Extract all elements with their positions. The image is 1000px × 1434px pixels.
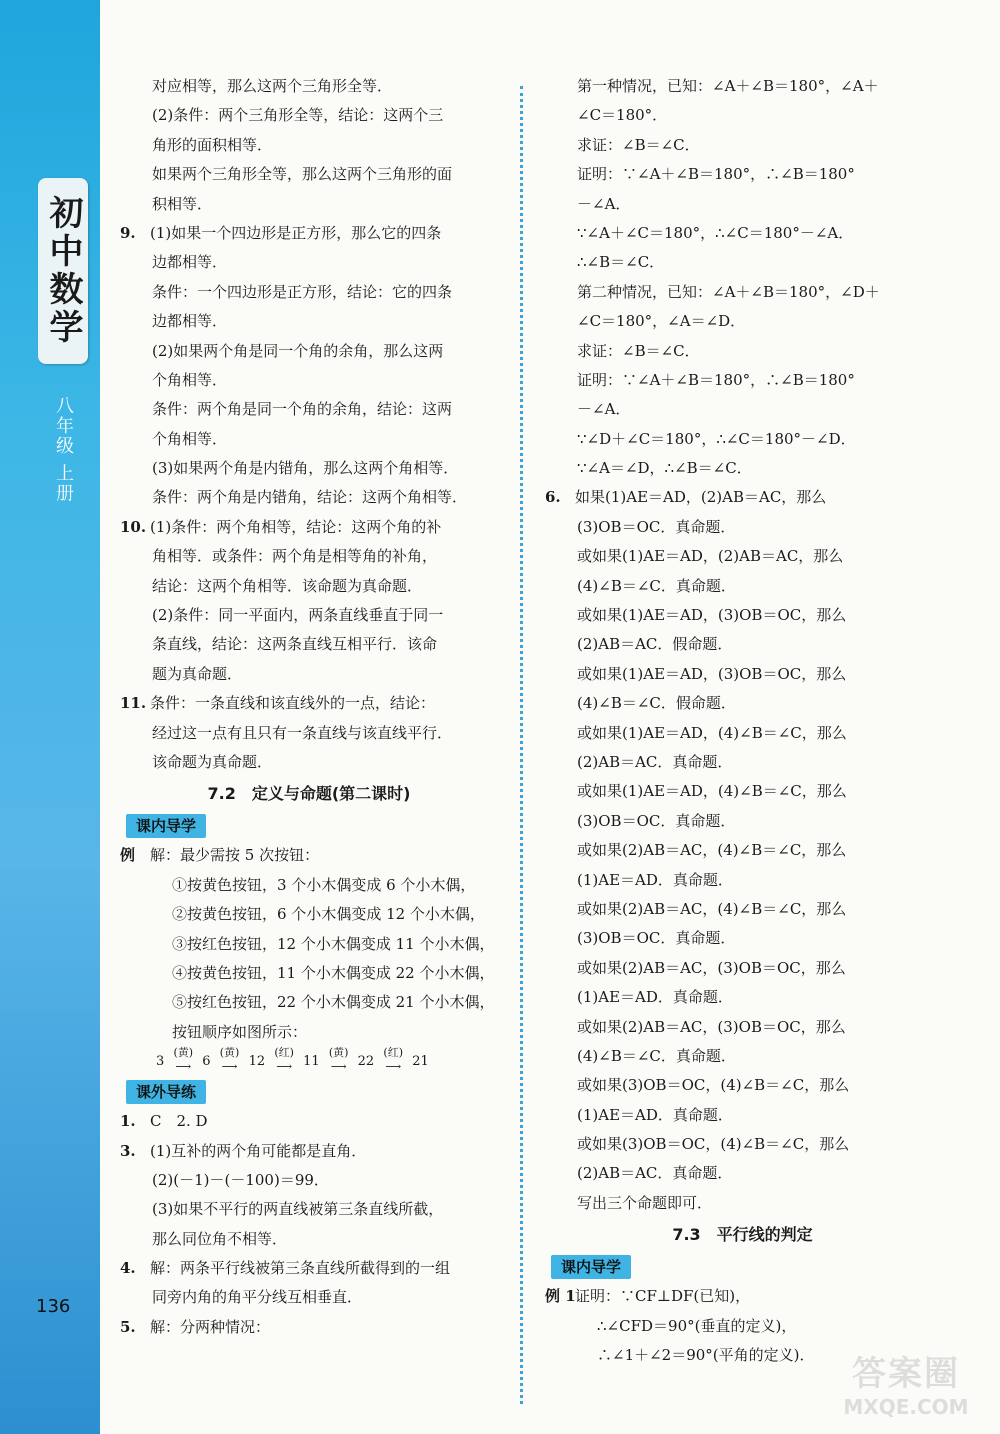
label-after-class: 课外导练: [126, 1080, 206, 1104]
flow-number: 11: [303, 1054, 320, 1070]
right-top-line: [545, 278, 940, 307]
line-text: 或如果(1)AE＝AD，(3)OB＝OC，那么: [577, 606, 847, 625]
line-text: ∵∠A＝∠D，∴∠B＝∠C．: [577, 459, 752, 478]
right-top-line: [545, 190, 940, 219]
right-top-line: [545, 160, 940, 189]
line-text: 或如果(2)AB＝AC，(4)∠B＝∠C，那么: [577, 899, 847, 918]
left-top-line: [120, 278, 498, 307]
line-text: 同旁内角的角平分线互相垂直．: [152, 1288, 363, 1307]
example-line: [120, 959, 498, 988]
right-top-line: [545, 101, 940, 130]
right-top-line: [545, 836, 940, 865]
watermark-logo: [826, 1346, 986, 1426]
left-top-line: [120, 748, 498, 777]
line-text: 按钮顺序如图所示：: [172, 1022, 308, 1041]
right-top-line: [545, 248, 940, 277]
right-top-line: [545, 983, 940, 1012]
watermark-text: 答案圈: [852, 1354, 960, 1394]
right-top-line: [545, 454, 940, 483]
left-bottom-line: [120, 1283, 498, 1312]
right-top-line: [545, 1101, 940, 1130]
line-text: (2)AB＝AC．假命题．: [577, 635, 733, 654]
line-text: (4)∠B＝∠C．真命题．: [577, 576, 736, 595]
arrow-icon: ⟶: [385, 1060, 402, 1074]
line-text: 求证：∠B＝∠C．: [577, 341, 700, 360]
right-top-line: [545, 1130, 940, 1159]
arrow-icon: ⟶: [221, 1060, 238, 1074]
line-text: ∴∠CFD＝90°(垂直的定义)，: [597, 1316, 797, 1335]
arrow-label: (红): [274, 1046, 294, 1060]
line-text: 条件：一条直线和该直线外的一点，结论：: [150, 694, 436, 713]
left-top-line: [120, 395, 498, 424]
line-text: (2)AB＝AC．真命题．: [577, 752, 733, 771]
label-in-class: 课内导学: [126, 814, 206, 838]
line-text: 或如果(3)OB＝OC，(4)∠B＝∠C，那么: [577, 1076, 850, 1095]
right-top-line: [545, 630, 940, 659]
line-text: 解：两条平行线被第三条直线所截得到的一组: [150, 1259, 451, 1278]
line-text: 或如果(1)AE＝AD，(3)OB＝OC，那么: [577, 664, 847, 683]
line-text: ①按黄色按钮，3 个小木偶变成 6 个小木偶，: [172, 875, 476, 894]
section-title-7-2: 7.2 定义与命题(第二课时): [207, 784, 411, 804]
line-text: 条直线，结论：这两条直线互相平行．该命: [152, 635, 438, 654]
left-top-line: [120, 72, 498, 101]
item-number: 例 1: [545, 1287, 576, 1306]
line-text: 或如果(1)AE＝AD，(4)∠B＝∠C，那么: [577, 723, 847, 742]
line-text: (2)(－1)－(－100)＝99．: [152, 1170, 329, 1189]
line-text: C 2. D: [150, 1112, 208, 1131]
line-text: 证明：∵∠A＋∠B＝180°，∴∠B＝180°: [577, 370, 855, 389]
line-text: (2)条件：两个三角形全等，结论：这两个三: [152, 106, 444, 125]
line-text: 求证：∠B＝∠C．: [577, 135, 700, 154]
column-divider: [520, 86, 523, 1404]
line-text: 写出三个命题即可．: [577, 1193, 713, 1212]
grade-label: 八年级 上册: [53, 396, 74, 504]
right-top-line: [545, 777, 940, 806]
subject-tab: 初中数学: [38, 178, 88, 364]
right-top-line: [545, 601, 940, 630]
right-top-line: [545, 72, 940, 101]
right-top-line: [545, 719, 940, 748]
arrow-icon: ⟶: [175, 1060, 192, 1074]
line-text: 对应相等，那么这两个三角形全等．: [152, 77, 393, 95]
right-top-line: [545, 1189, 940, 1218]
example-line: [120, 841, 498, 870]
flow-arrow: [211, 1047, 249, 1077]
left-top-line: [120, 160, 498, 189]
line-text: (1)如果一个四边形是正方形，那么它的四条: [150, 223, 442, 242]
sidebar: [0, 0, 100, 1434]
line-text: (4)∠B＝∠C．真命题．: [577, 1046, 736, 1065]
line-text: (1)AE＝AD．真命题．: [577, 988, 733, 1007]
item-number: 4.: [120, 1259, 136, 1278]
line-text: (1)AE＝AD．真命题．: [577, 870, 733, 889]
left-top-line: [120, 337, 498, 366]
line-text: 个角相等．: [152, 370, 228, 389]
line-text: 或如果(2)AB＝AC，(3)OB＝OC，那么: [577, 1017, 846, 1036]
example-line: [120, 900, 498, 929]
left-top-line: [120, 689, 498, 718]
line-text: 结论：这两个角相等．该命题为真命题．: [152, 576, 423, 595]
right-bottom-line: [545, 1282, 940, 1311]
line-text: ∵∠D＋∠C＝180°，∴∠C＝180°－∠D．: [577, 429, 856, 448]
right-top-line: [545, 131, 940, 160]
item-number: 1.: [120, 1112, 136, 1131]
flow-number: 21: [412, 1054, 429, 1070]
item-number: 3.: [120, 1141, 136, 1160]
section-title-7-3: 7.3 平行线的判定: [672, 1225, 813, 1245]
left-top-line: [120, 131, 498, 160]
line-text: 第二种情况，已知：∠A＋∠B＝180°，∠D＋: [577, 282, 880, 301]
label-in-class-2: 课内导学: [551, 1255, 631, 1279]
line-text: 经过这一点有且只有一条直线与该直线平行．: [152, 723, 453, 742]
right-top-line: [545, 395, 940, 424]
line-text: 证明：∵CF⊥DF(已知)，: [575, 1287, 751, 1306]
flow-arrow: [265, 1047, 303, 1077]
line-text: ∠C＝180°．: [577, 106, 668, 125]
line-text: 或如果(3)OB＝OC，(4)∠B＝∠C，那么: [577, 1135, 850, 1154]
left-bottom-line: [120, 1254, 498, 1283]
line-text: (2)条件：同一平面内，两条直线垂直于同一: [152, 606, 444, 625]
right-top-line: [545, 924, 940, 953]
left-top-line: [120, 572, 498, 601]
left-top-line: [120, 660, 498, 689]
example-line: [120, 930, 498, 959]
left-bottom-line: [120, 1313, 498, 1342]
line-text: 角形的面积相等．: [152, 135, 273, 154]
line-text: 或如果(1)AE＝AD，(2)AB＝AC，那么: [577, 547, 844, 566]
line-text: ∠C＝180°，∠A＝∠D．: [577, 312, 746, 331]
left-top-line: [120, 483, 498, 512]
right-top-line: [545, 513, 940, 542]
line-text: ②按黄色按钮，6 个小木偶变成 12 个小木偶，: [172, 905, 485, 924]
left-top-line: [120, 248, 498, 277]
line-text: －∠A．: [577, 194, 631, 213]
line-text: 条件：两个角是同一个角的余角，结论：这两: [152, 400, 453, 419]
right-top-line: [545, 807, 940, 836]
line-text: 该命题为真命题．: [152, 752, 273, 771]
arrow-icon: ⟶: [276, 1060, 292, 1074]
left-bottom-line: [120, 1137, 498, 1166]
left-top-line: [120, 101, 498, 130]
line-text: (3)如果两个角是内错角，那么这两个角相等．: [152, 459, 459, 478]
right-top-line: [545, 748, 940, 777]
line-text: ④按黄色按钮，11 个小木偶变成 22 个小木偶，: [172, 963, 495, 982]
line-text: 第一种情况，已知：∠A＋∠B＝180°，∠A＋: [577, 77, 879, 95]
left-bottom-block: [120, 1107, 498, 1342]
line-text: 边都相等．: [152, 253, 228, 272]
right-top-line: [545, 1042, 940, 1071]
left-top-block: [120, 72, 498, 777]
arrow-label: (黄): [173, 1046, 194, 1060]
left-bottom-line: [120, 1225, 498, 1254]
watermark-url: MXQE.COM: [843, 1395, 969, 1419]
line-text: 解：分两种情况：: [150, 1317, 271, 1336]
line-text: 解：最少需按 5 次按钮：: [150, 846, 320, 865]
line-text: 积相等．: [152, 194, 213, 213]
left-top-line: [120, 454, 498, 483]
line-text: 如果(1)AE＝AD，(2)AB＝AC，那么: [575, 488, 827, 507]
left-top-line: [120, 719, 498, 748]
left-top-line: [120, 219, 498, 248]
line-text: (3)如果不平行的两直线被第三条直线所截，: [152, 1200, 444, 1219]
right-top-line: [545, 366, 940, 395]
line-text: (2)如果两个角是同一个角的余角，那么这两: [152, 341, 444, 360]
line-text: 条件：两个角是内错角，结论：这两个角相等．: [152, 488, 468, 507]
flow-number: 22: [357, 1054, 375, 1070]
line-text: 题为真命题．: [152, 664, 243, 683]
line-text: ⑤按红色按钮，22 个小木偶变成 21 个小木偶，: [172, 993, 495, 1012]
line-text: 条件：一个四边形是正方形，结论：它的四条: [152, 282, 453, 301]
right-top-line: [545, 866, 940, 895]
left-top-line: [120, 630, 498, 659]
right-top-line: [545, 337, 940, 366]
flow-number: 6: [202, 1054, 211, 1070]
right-bottom-line: [545, 1312, 940, 1341]
item-number: 11.: [120, 694, 147, 713]
arrow-label: (黄): [328, 1046, 349, 1060]
line-text: 或如果(2)AB＝AC，(3)OB＝OC，那么: [577, 958, 846, 977]
item-number: 6.: [545, 488, 561, 507]
left-bottom-line: [120, 1166, 498, 1195]
right-top-line: [545, 895, 940, 924]
right-top-line: [545, 542, 940, 571]
line-text: 边都相等．: [152, 312, 228, 331]
right-top-line: [545, 689, 940, 718]
line-text: 那么同位角不相等．: [152, 1229, 288, 1248]
example-line: [120, 988, 498, 1017]
right-top-line: [545, 954, 940, 983]
page-number: 136: [36, 1296, 71, 1317]
line-text: (3)OB＝OC．真命题．: [577, 811, 736, 830]
right-top-line: [545, 307, 940, 336]
right-top-line: [545, 483, 940, 512]
right-column: [545, 72, 940, 1370]
line-text: (3)OB＝OC．真命题．: [577, 929, 736, 948]
line-text: (4)∠B＝∠C．假命题．: [577, 694, 736, 713]
item-number: 5.: [120, 1317, 136, 1336]
line-text: (1)条件：两个角相等，结论：这两个角的补: [150, 517, 442, 536]
line-text: －∠A．: [577, 400, 631, 419]
left-top-line: [120, 513, 498, 542]
line-text: 角相等．或条件：两个角是相等角的补角，: [152, 547, 438, 566]
line-text: 或如果(2)AB＝AC，(4)∠B＝∠C，那么: [577, 841, 847, 860]
line-text: (1)AE＝AD．真命题．: [577, 1105, 733, 1124]
left-top-line: [120, 366, 498, 395]
flow-number: 3: [156, 1054, 165, 1070]
left-top-line: [120, 601, 498, 630]
left-bottom-line: [120, 1107, 498, 1136]
line-text: 个角相等．: [152, 429, 228, 448]
left-column: [120, 72, 498, 1342]
left-top-line: [120, 190, 498, 219]
item-number: 例: [120, 846, 136, 865]
line-text: 如果两个三角形全等，那么这两个三角形的面: [152, 165, 453, 184]
item-number: 9.: [120, 223, 136, 242]
flow-arrow: [374, 1047, 412, 1077]
arrow-label: (黄): [219, 1046, 240, 1060]
right-top-line: [545, 1013, 940, 1042]
right-top-block: [545, 72, 940, 1218]
left-top-line: [120, 425, 498, 454]
right-top-line: [545, 425, 940, 454]
right-top-line: [545, 660, 940, 689]
flow-number: 12: [248, 1054, 266, 1070]
arrow-label: (红): [383, 1046, 403, 1060]
line-text: (2)AB＝AC．真命题．: [577, 1164, 733, 1183]
flow-arrow: [164, 1047, 202, 1077]
left-top-line: [120, 307, 498, 336]
right-top-line: [545, 572, 940, 601]
arrow-icon: ⟶: [330, 1060, 347, 1074]
right-top-line: [545, 219, 940, 248]
right-top-line: [545, 1071, 940, 1100]
button-sequence-diagram: [120, 1047, 498, 1077]
line-text: (1)互补的两个角可能都是直角．: [150, 1141, 367, 1160]
line-text: ∴∠1＋∠2＝90°(平角的定义)．: [597, 1346, 815, 1365]
line-text: ∴∠B＝∠C．: [577, 253, 665, 272]
left-top-line: [120, 542, 498, 571]
example-block: [120, 841, 498, 1047]
line-text: (3)OB＝OC．真命题．: [577, 517, 736, 536]
line-text: 或如果(1)AE＝AD，(4)∠B＝∠C，那么: [577, 782, 847, 801]
line-text: ③按红色按钮，12 个小木偶变成 11 个小木偶，: [172, 934, 495, 953]
left-bottom-line: [120, 1195, 498, 1224]
example-line: [120, 871, 498, 900]
line-text: 证明：∵∠A＋∠B＝180°，∴∠B＝180°: [577, 165, 855, 184]
flow-arrow: [320, 1047, 358, 1077]
line-text: ∵∠A＋∠C＝180°，∴∠C＝180°－∠A．: [577, 223, 854, 242]
item-number: 10.: [120, 517, 147, 536]
right-top-line: [545, 1159, 940, 1188]
